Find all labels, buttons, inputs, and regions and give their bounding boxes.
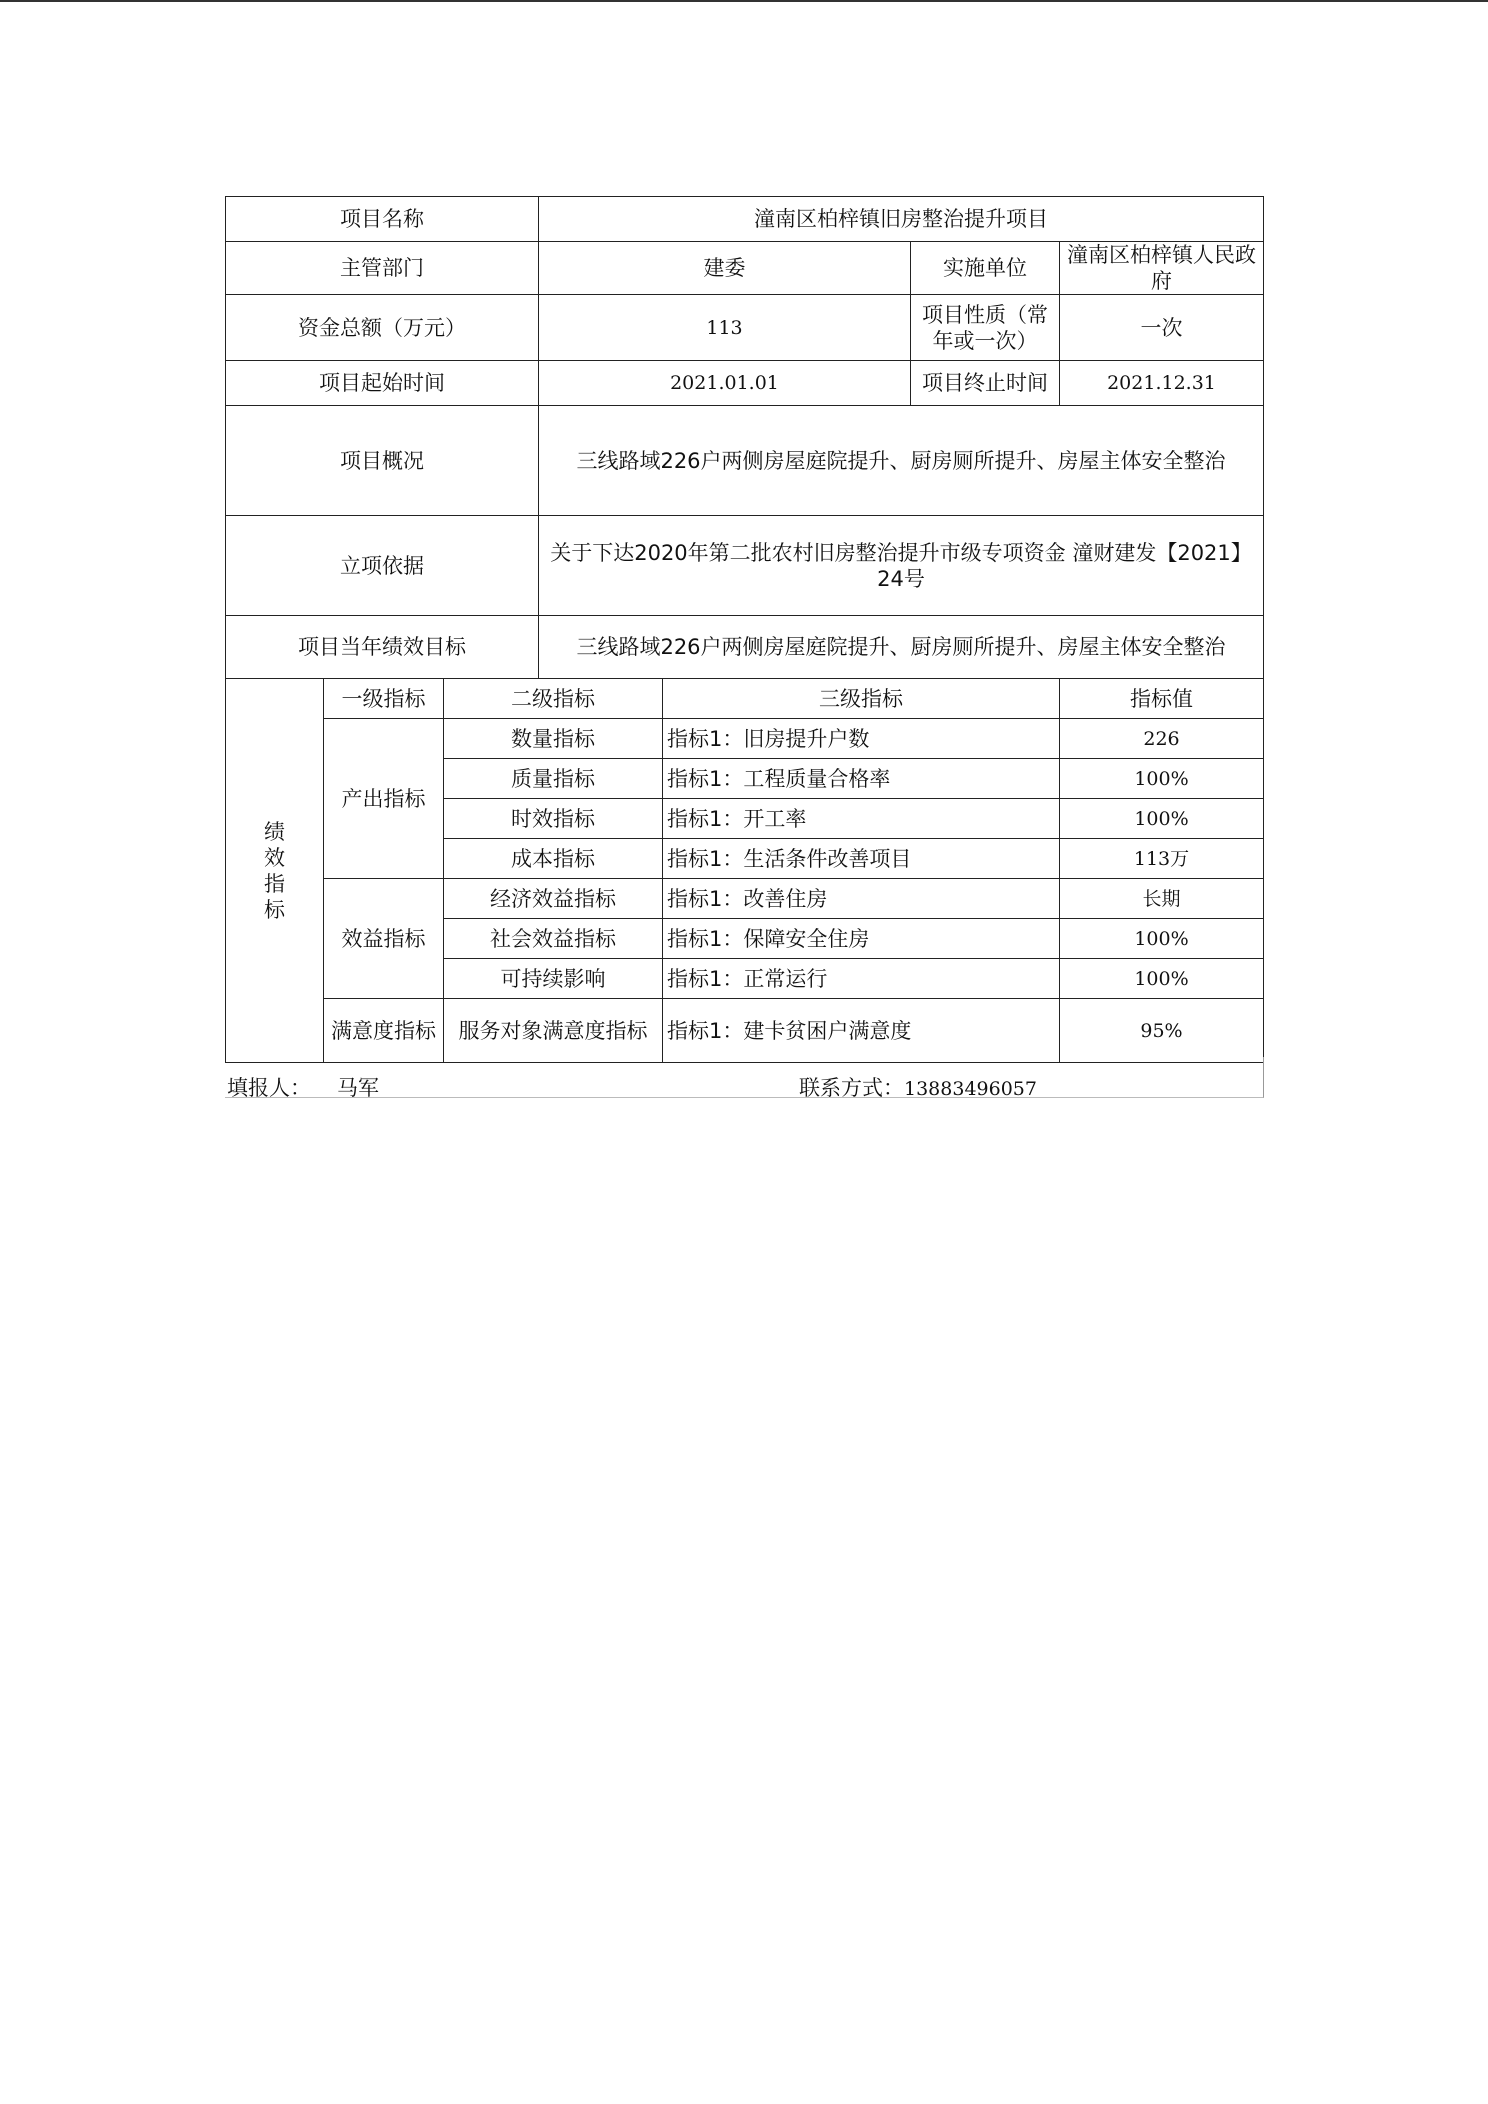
level3-cell: 指标1：生活条件改善项目 <box>663 839 1060 879</box>
nature-label: 项目性质（常年或一次） <box>911 295 1060 361</box>
indicator-header-row <box>226 679 1264 719</box>
overview-label: 项目概况 <box>226 406 539 516</box>
level3-cell: 指标1：建卡贫困户满意度 <box>663 999 1060 1063</box>
reporter-label: 填报人： <box>227 1076 311 1100</box>
header-level1: 一级指标 <box>324 679 444 719</box>
indicator-row <box>226 879 1264 919</box>
level3-cell: 指标1：改善住房 <box>663 879 1060 919</box>
value-cell: 113万 <box>1060 839 1264 879</box>
header-level3: 三级指标 <box>663 679 1060 719</box>
nature-value: 一次 <box>1060 295 1264 361</box>
impl-unit-value: 潼南区柏梓镇人民政府 <box>1060 242 1264 295</box>
level2-cell: 数量指标 <box>444 719 663 759</box>
basis-value: 关于下达2020年第二批农村旧房整治提升市级专项资金 潼财建发【2021】24号 <box>539 516 1264 616</box>
header-level2: 二级指标 <box>444 679 663 719</box>
goal-value: 三线路域226户两侧房屋庭院提升、厨房厕所提升、房屋主体安全整治 <box>539 616 1264 679</box>
row-dept <box>226 242 1264 295</box>
level3-cell: 指标1：正常运行 <box>663 959 1060 999</box>
level2-cell: 时效指标 <box>444 799 663 839</box>
level2-cell: 社会效益指标 <box>444 919 663 959</box>
form-footer <box>225 1057 1264 1098</box>
level3-cell: 指标1：开工率 <box>663 799 1060 839</box>
level1-benefit: 效益指标 <box>324 879 444 999</box>
overview-value: 三线路域226户两侧房屋庭院提升、厨房厕所提升、房屋主体安全整治 <box>539 406 1264 516</box>
row-fund <box>226 295 1264 361</box>
value-cell: 100% <box>1060 919 1264 959</box>
row-overview <box>226 406 1264 516</box>
row-basis <box>226 516 1264 616</box>
level2-cell: 经济效益指标 <box>444 879 663 919</box>
start-value: 2021.01.01 <box>539 361 911 406</box>
project-name-value: 潼南区柏梓镇旧房整治提升项目 <box>539 197 1264 242</box>
indicator-row <box>226 999 1264 1063</box>
level2-cell: 成本指标 <box>444 839 663 879</box>
end-value: 2021.12.31 <box>1060 361 1264 406</box>
value-cell: 100% <box>1060 759 1264 799</box>
performance-target-table <box>225 196 1264 1063</box>
fund-label: 资金总额（万元） <box>226 295 539 361</box>
level2-cell: 服务对象满意度指标 <box>444 999 663 1063</box>
end-label: 项目终止时间 <box>911 361 1060 406</box>
level3-cell: 指标1：保障安全住房 <box>663 919 1060 959</box>
dept-label: 主管部门 <box>226 242 539 295</box>
row-project-name <box>226 197 1264 242</box>
level3-cell: 指标1：工程质量合格率 <box>663 759 1060 799</box>
project-name-label: 项目名称 <box>226 197 539 242</box>
basis-label: 立项依据 <box>226 516 539 616</box>
row-goal <box>226 616 1264 679</box>
level3-cell: 指标1：旧房提升户数 <box>663 719 1060 759</box>
dept-value: 建委 <box>539 242 911 295</box>
value-cell: 100% <box>1060 959 1264 999</box>
level2-cell: 可持续影响 <box>444 959 663 999</box>
value-cell: 226 <box>1060 719 1264 759</box>
start-label: 项目起始时间 <box>226 361 539 406</box>
page-top-border <box>0 0 1488 2</box>
row-dates <box>226 361 1264 406</box>
reporter-name: 马军 <box>337 1076 379 1100</box>
goal-label: 项目当年绩效目标 <box>226 616 539 679</box>
contact-info <box>799 1072 1037 1102</box>
value-cell: 100% <box>1060 799 1264 839</box>
level1-output: 产出指标 <box>324 719 444 879</box>
value-cell: 95% <box>1060 999 1264 1063</box>
level2-cell: 质量指标 <box>444 759 663 799</box>
header-value: 指标值 <box>1060 679 1264 719</box>
contact-phone: 13883496057 <box>904 1078 1037 1100</box>
indicator-section-label: 绩效指标 <box>226 679 324 1063</box>
indicator-row <box>226 719 1264 759</box>
value-cell: 长期 <box>1060 879 1264 919</box>
fund-value: 113 <box>539 295 911 361</box>
level1-satisfaction: 满意度指标 <box>324 999 444 1063</box>
contact-label: 联系方式： <box>799 1076 904 1100</box>
impl-unit-label: 实施单位 <box>911 242 1060 295</box>
